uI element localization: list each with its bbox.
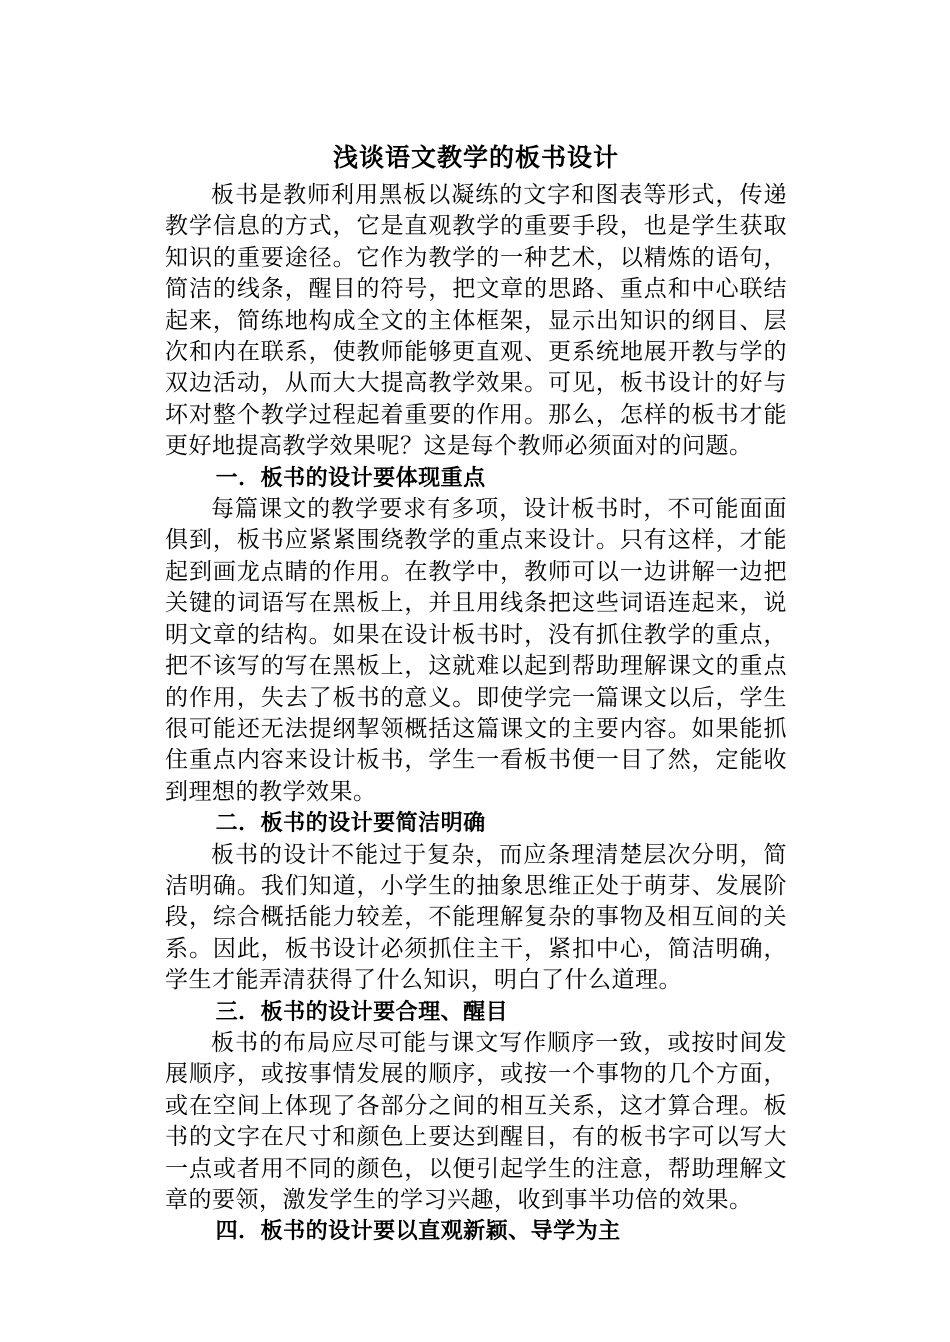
section-1-body: 每篇课文的教学要求有多项，设计板书时，不可能面面俱到，板书应紧紧围绕教学的重点来设计。只有这样，才能起到画龙点睛的作用。在教学中，教师可以一边讲解一边把关键的词语写在黑板上，并且用线条把这些词语连起来，说明文章的结构。如果在设计板书时，没有抓住教学的重点，把不该写的写在黑板上，这就难以起到帮助理解课文的重点的作用，失去了板书的意义。即使学完一篇课文以后，学生很可能还无法提纲挈领概括这篇课文的主要内容。如果能抓住重点内容来设计板书，学生一看板书便一目了然，定能收到理想的教学效果。 [165, 496, 787, 805]
section-3-body: 板书的布局应尽可能与课文写作顺序一致，或按时间发展顺序，或按事情发展的顺序，或按一个事物的几个方面，或在空间上体现了各部分之间的相互关系，这才算合理。板书的文字在尺寸和颜色上要达到醒目，有的板书字可以写大一点或者用不同的颜色，以便引起学生的注意，帮助理解文章的要领，激发学生的学习兴趣，收到事半功倍的效果。 [165, 1029, 787, 1213]
section-3-heading: 三．板书的设计要合理、醒目 [215, 998, 509, 1025]
document-page [165, 140, 787, 1248]
intro-paragraph: 板书是教师利用黑板以凝练的文字和图表等形式，传递教学信息的方式，它是直观教学的重要手段，也是学生获取知识的重要途径。它作为教学的一种艺术，以精炼的语句，简洁的线条，醒目的符号，把文章的思路、重点和中心联结起来，简练地构成全文的主体框架，显示出知识的纲目、层次和内在联系，使教师能够更直观、更系统地展开教与学的双边活动，从而大大提高教学效果。可见，板书设计的好与坏对整个教学过程起着重要的作用。那么，怎样的板书才能更好地提高教学效果呢？这是每个教师必须面对的问题。 [165, 182, 787, 460]
section-4-heading: 四．板书的设计要以直观新颖、导学为主 [215, 1218, 621, 1245]
section-2-heading: 二．板书的设计要简洁明确 [215, 810, 486, 837]
section-2-body: 板书的设计不能过于复杂，而应条理清楚层次分明，简洁明确。我们知道，小学生的抽象思维正处于萌芽、发展阶段，综合概括能力较差，不能理解复杂的事物及相互间的关系。因此，板书设计必须抓住主干，紧扣中心，简洁明确，学生才能弄清获得了什么知识，明白了什么道理。 [165, 841, 787, 994]
document-title: 浅谈语文教学的板书设计 [332, 143, 619, 172]
section-1-heading: 一．板书的设计要体现重点 [215, 464, 486, 491]
